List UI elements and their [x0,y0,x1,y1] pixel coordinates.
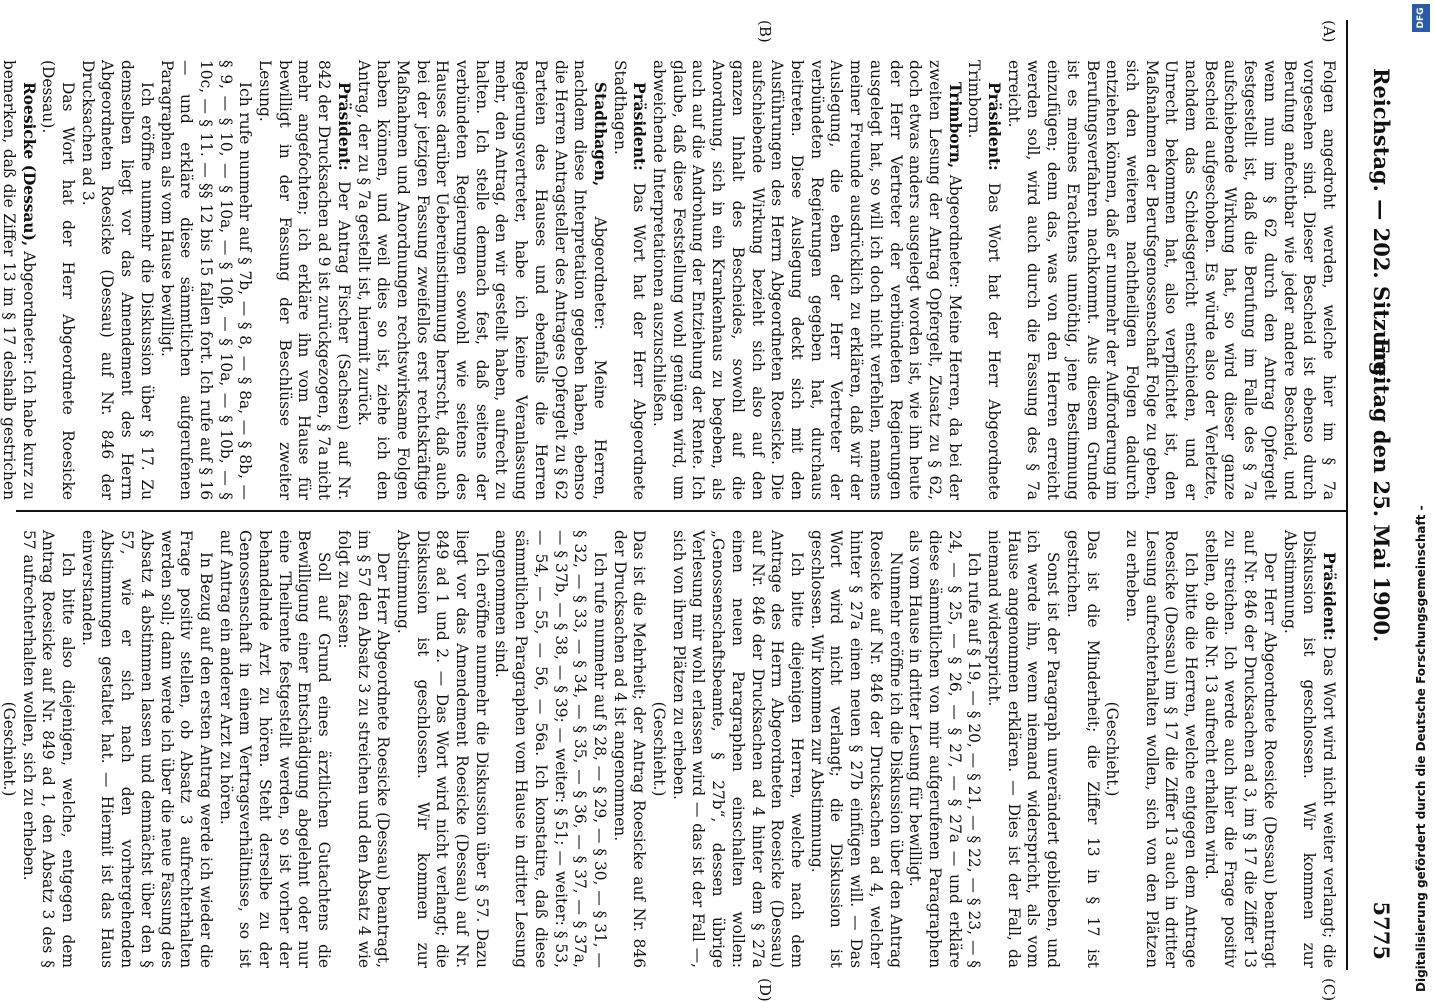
paragraph-text: Das ist die Mehrheit; der Antrag Roesicke auf Nr. 846 der Drucksachen ad 4 ist angenommen. [610,530,649,968]
paragraph [806,530,905,968]
paragraph-text: Ich eröffne nunmehr die Diskussion über § 17. Zu demselben liegt vor das Amendement des Herrn Abgeordneten Roesicke (Dessau) auf Nr. 846 der Drucksachen ad 3. [78,60,156,500]
paragraph [905,530,984,968]
paragraph-text: Ich rufe auf § 19, — § 20, — § 21, — § 22, — § 23, — § 24, — § 25, — § 26, — § 27, — § 27a — und erkläre diese sämmtlichen von mir aufgerufenen Paragraphen als vom Hause in dritter Lesung für bewilligt. [906,530,984,968]
dfg-logo: DFG [1412,4,1430,32]
paragraph [964,60,1003,500]
paragraph [609,60,648,500]
paragraph-text: (Geschieht.) [650,701,669,797]
paragraph [77,60,156,500]
speaker-name: Trimborn, [945,82,964,169]
paragraph [353,60,609,500]
paragraph [392,530,491,968]
paragraph-text: Nunmehr eröffne ich die Diskussion über den Antrag Roesicke auf Nr. 846 der Drucksachen ad 4, welcher hinter § 27a einen neuen § 27b einfügen will. — Das Wort wird nicht verlangt; die Diskussion ist geschlossen. Wir kommen zur Abstimmung. [807,530,905,968]
paragraph [254,60,353,500]
paragraph-text: (Geschieht.) [0,701,18,797]
header-rule [1346,20,1348,970]
paragraph [648,530,668,968]
margin-mark-d: (D) [756,978,774,1002]
paragraph [1003,60,1338,500]
paragraph [156,60,255,500]
paragraph [1279,530,1338,968]
speaker-name: Präsident: [334,82,353,171]
paragraph-text: Abgeordneter: Meine Herren, da bei der zweiten Lesung der Antrag Opfergelt, Zusatz zu § 62, doch etwas anders ausgelegt worden ist, wie ihn heute der Herr Vertreter der verbündeten Regierungen ausgelegt hat, so will ich doch nicht verfehlen, namens meiner Freunde ausdrücklich zu erklären, daß wir der Auslegung, die eben der Herr Vertreter der verbündeten Regierungen gegeben hat, durchaus beitreten. Diese Auslegung deckt sich mit den Ausführungen des Herrn Abgeordneten Roesicke. Die aufschiebende Wirkung bezieht sich also auf den ganzen Inhalt des Bescheides, sowohl auf die Anordnung, sich in ein Krankenhaus zu begeben, als auch auf die Androhung der Entziehung der Rente. Ich glaube, daß diese Feststellung wohl genügen wird, um abweichende Interpretationen auszuschließen. [650,60,964,500]
paragraph [668,530,806,968]
paragraph-text: Das Wort hat der Herr Abgeordnete Stadthagen. [610,60,649,500]
speaker-name: Präsident: [985,82,1004,171]
paragraph-text: (Geschieht.) [1103,701,1122,797]
paragraph [491,530,609,968]
paragraph-text: Folgen angedroht werden, welche hier im § 7a vorgesehen sind. Dieser Bescheid ist ebenso durch Berufung anfechtbar wie jeder andere Bescheid, und wenn nun im § 62 durch den Antrag Opfergelt festgestellt ist, daß die Berufung im Falle des § 7a aufschiebende Wirkung hat, so wird dieser ganze Bescheid aufgeschoben. Es würde also der Verletzte, nachdem das Schiedsgericht entschieden, und er Unrecht bekommen hat, also verpflichtet ist, den Maßnahmen der Berufsgenossenschaft Folge zu geben, sich den weiteren nachtheiligen Folgen dadurch entziehen können, daß er nunmehr der Aufforderung im Berufungsverfahren nachkommt. Aus diesem Grunde ist es meines Erachtens unnöthig, jene Bestimmung einzufügen; denn das, was von den Herren erreicht werden soll, wird auch durch die Fassung des § 7a erreicht. [1004,60,1338,500]
paragraph [1102,530,1122,968]
speaker-name: Präsident: [1320,552,1338,641]
paragraph [983,530,1062,968]
speaker-name: Stadthagen, [590,82,609,187]
page-number: 5775 [1369,901,1394,960]
right-column [0,530,1338,968]
paragraph [1121,530,1200,968]
speaker-name: Roesicke (Dessau), [19,82,38,247]
paragraph-text: Ich rufe nunmehr auf § 7b, — § 8, — § 8a, — § 8b, — § 9, — § 10, — § 10a, — § 10β, — § 10a, — § 10b, — § 10c, — § 11. — §§ 12 bis 15 fallen fort. Ich rufe auf § 16 — und erkläre diese sämmtlichen aufgerufenen Paragraphen als vom Hause bewilligt. [157,60,255,500]
left-column [0,60,1338,500]
paragraph [648,60,963,500]
paragraph [333,530,392,968]
paragraph-text: Abgeordneter: Meine Herren, nachdem diese Interpretation gegeben haben, ebenso die Herren Antragsteller des Antrages Opfergelt zu § 62 Parteien des Hauses und ebenfalls die Herren Regierungsvertreter, habe ich keine Veranlassung mehr, den Antrag, den wir gestellt haben, aufrecht zu halten. Ich stelle demnach fest, daß seitens der verbündeten Regierungen sowohl wie seitens des Hauses darüber Uebereinstimmung herrscht, daß auch bei der jetzigen Fassung zweifellos erst rechtskräftige Maßnahmen und Anordnungen rechtswirksame Folgen haben können, und weil dies so ist, ziehe ich den Antrag, der zu § 7a gestellt ist, hiermit zurück. [354,60,609,500]
paragraph-text: Das Wort hat der Herr Abgeordnete Trimborn. [965,60,1004,500]
paragraph-text: Ich bitte also diejenigen, welche, entgegen dem Antrag Roesicke auf Nr. 849 ad 1, den Absatz 3 des § 57 aufrechterhalten wollen, sich zu erheben. [19,530,77,968]
paragraph [38,60,77,500]
paragraph-text: Ich bitte diejenigen Herren, welche nach dem Antrage des Herrn Abgeordneten Roesicke (Dessau) auf Nr. 846 der Drucksachen ad 4 hinter dem § 27a einen neuen Paragraphen einschalten wollen: „Genossenschaftsbeamte, § 27b“, dessen übrige Verlesung mir wohl erlassen wird — das ist der Fall —, sich von ihren Plätzen zu erheben. [669,530,807,968]
paragraph-text: Der Herr Abgeordnete Roesicke (Dessau) beantragt, im § 57 den Absatz 3 zu streichen und den Absatz 4 wie folgt zu fassen: [334,530,393,968]
paragraph-text: Das ist die Minderheit; die Ziffer 13 in § 17 ist gestrichen. [1063,530,1102,968]
paragraph-text: Das Wort wird nicht weiter verlangt; die Diskussion ist geschlossen. Wir kommen zur Abstimmung. [1280,530,1338,968]
paragraph-text: Das Wort hat der Herr Abgeordnete Roesicke (Dessau). [39,60,77,500]
digitization-note: Digitalisierung gefördert durch die Deutsche Forschungsgemeinschaft - [1414,505,1428,992]
paragraph [0,530,18,968]
paragraph [18,530,77,968]
paragraph-text: Ich eröffne nunmehr die Diskussion über § 57. Dazu liegt vor das Amendement Roesicke (Dessau) auf Nr. 849 ad 1 und 2. — Das Wort wird nicht verlangt; die Diskussion ist geschlossen. Wir kommen zur Abstimmung. [393,530,491,968]
paragraph [1200,530,1279,968]
paragraph [0,60,38,500]
paragraph-text: Soll auf Grund eines ärztlichen Gutachtens die Bewilligung einer Entschädigung abgelehnt oder nur eine Theilrente festgestellt werden, so ist vorher der behandelnde Arzt zu hören. Steht derselbe zu der Genossenschaft in einem Vertragsverhältnisse, so ist auf Antrag ein anderer Arzt zu hören. [216,530,334,968]
page-header [1358,20,1394,960]
paragraph-text: Der Antrag Fischer (Sachsen) auf Nr. 842 der Drucksachen ad 9 ist zurückgezogen, § 7a nicht mehr angefochten; ich erkläre ihn vom Hause für bewilligt in der Fassung der Beschlüsse zweiter Lesung. [256,60,353,500]
margin-mark-c: (C) [1320,978,1338,1002]
header-date: Freitag den 25. Mai 1900. [1369,337,1394,643]
speaker-name: Präsident: [630,82,649,171]
paragraph [215,530,333,968]
column-divider [16,510,1348,512]
paragraph-text: Sonst ist der Paragraph unverändert geblieben, und ich werde ihn, wenn niemand widerspricht, als vom Hause angenommen erklären. — Dies ist der Fall, da niemand widerspricht. [985,530,1063,968]
paragraph-text: Der Herr Abgeordnete Roesicke (Dessau) beantragt auf Nr. 846 der Drucksachen ad 3, im § 17 die Ziffer 13 zu streichen. Ich werde auch hier die Frage positiv stellen, ob die Nr. 13 aufrecht erhalten wird. [1201,530,1279,968]
paragraph-text: In Bezug auf den ersten Antrag werde ich wieder die Frage positiv stellen, ob Absatz 3 aufrechterhalten werden soll; dann werde ich über die neue Fassung des Absatz 4 abstimmen lassen und demnächst über den § 57, wie er sich nach den vorhergehenden Abstimmungen gestaltet hat. — Hiermit ist das Haus einverstanden. [78,530,215,968]
margin-mark-a: (A) [1320,20,1338,43]
paragraph-text: Abgeordneter: Ich habe kurz zu bemerken, daß die Ziffer 13 im § 17 deshalb gestrichen [0,60,38,500]
paragraph [609,530,648,968]
paragraph-text: Ich rufe nunmehr auf § 28, — § 29, — § 30, — § 31, — § 32, — § 33, — § 34, — § 35, — § 36, — § 37, — § 37a, — § 37b, — § 38, — § 39; — weiter: § 51; — weiter: § 53, — 54, — 55, — 56, — 56a. Ich konstatire, daß diese sämmtlichen Paragraphen vom Hause in dritter Lesung angenommen sind. [492,530,609,968]
header-left: Reichstag. — 202. Sitzung. [1369,68,1394,384]
paragraph [77,530,215,968]
margin-mark-b: (B) [756,20,774,43]
paragraph [1062,530,1101,968]
paragraph-text: Ich bitte die Herren, welche entgegen dem Antrage Roesicke (Dessau) im § 17 die Ziffer 13 auch in dritter Lesung aufrechterhalten wollen, sich von den Plätzen zu erheben. [1122,530,1201,968]
